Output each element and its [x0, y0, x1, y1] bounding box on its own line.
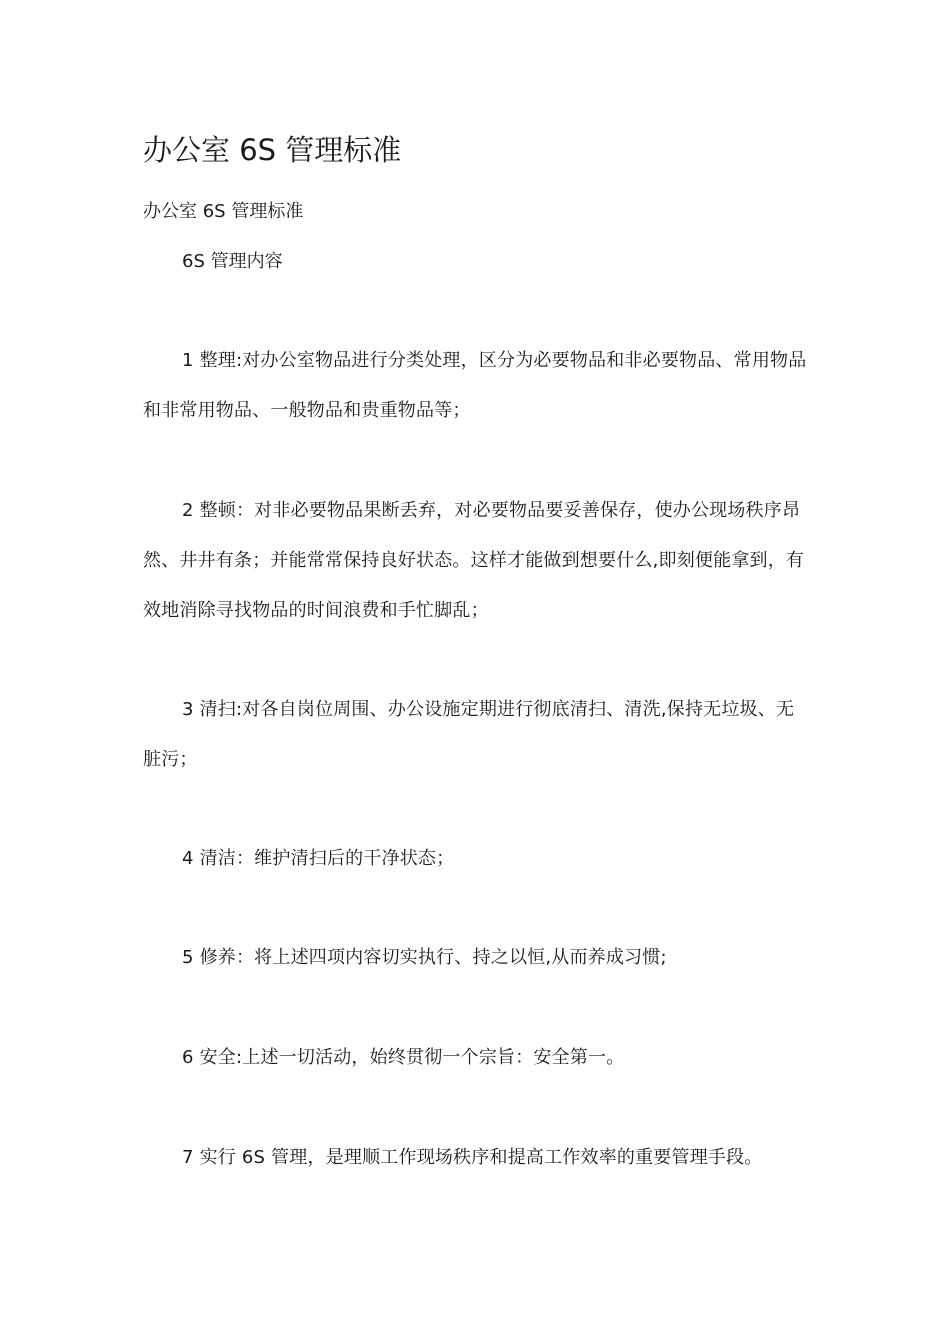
document-title: 办公室 6S 管理标准 [143, 133, 402, 167]
item-paragraph-3: 3 清扫:对各自岗位周围、办公设施定期进行彻底清扫、清洗,保持无垃圾、无脏污； [143, 699, 795, 770]
item-paragraph-5: 5 修养：将上述四项内容切实执行、持之以恒,从而养成习惯; [182, 947, 667, 968]
item-paragraph-2: 2 整顿：对非必要物品果断丢弃，对必要物品要妥善保存，使办公现场秩序昂然、井井有条；并能常常保持良好状态。这样才能做到想要什么,即刻便能拿到，有效地消除寻找物品的时间浪费和手忙脚乱； [143, 500, 805, 621]
item-paragraph-4: 4 清洁：维护清扫后的干净状态； [182, 848, 455, 869]
document-subtitle: 办公室 6S 管理标准 [143, 201, 304, 222]
item-paragraph-1: 1 整理:对办公室物品进行分类处理，区分为必要物品和非必要物品、常用物品和非常用物品、一般物品和贵重物品等； [143, 350, 807, 421]
item-paragraph-6: 6 安全:上述一切活动，始终贯彻一个宗旨：安全第一。 [182, 1047, 625, 1068]
item-paragraph-7: 7 实行 6S 管理，是理顺工作现场秩序和提高工作效率的重要管理手段。 [182, 1147, 763, 1168]
section-heading: 6S 管理内容 [182, 251, 283, 272]
